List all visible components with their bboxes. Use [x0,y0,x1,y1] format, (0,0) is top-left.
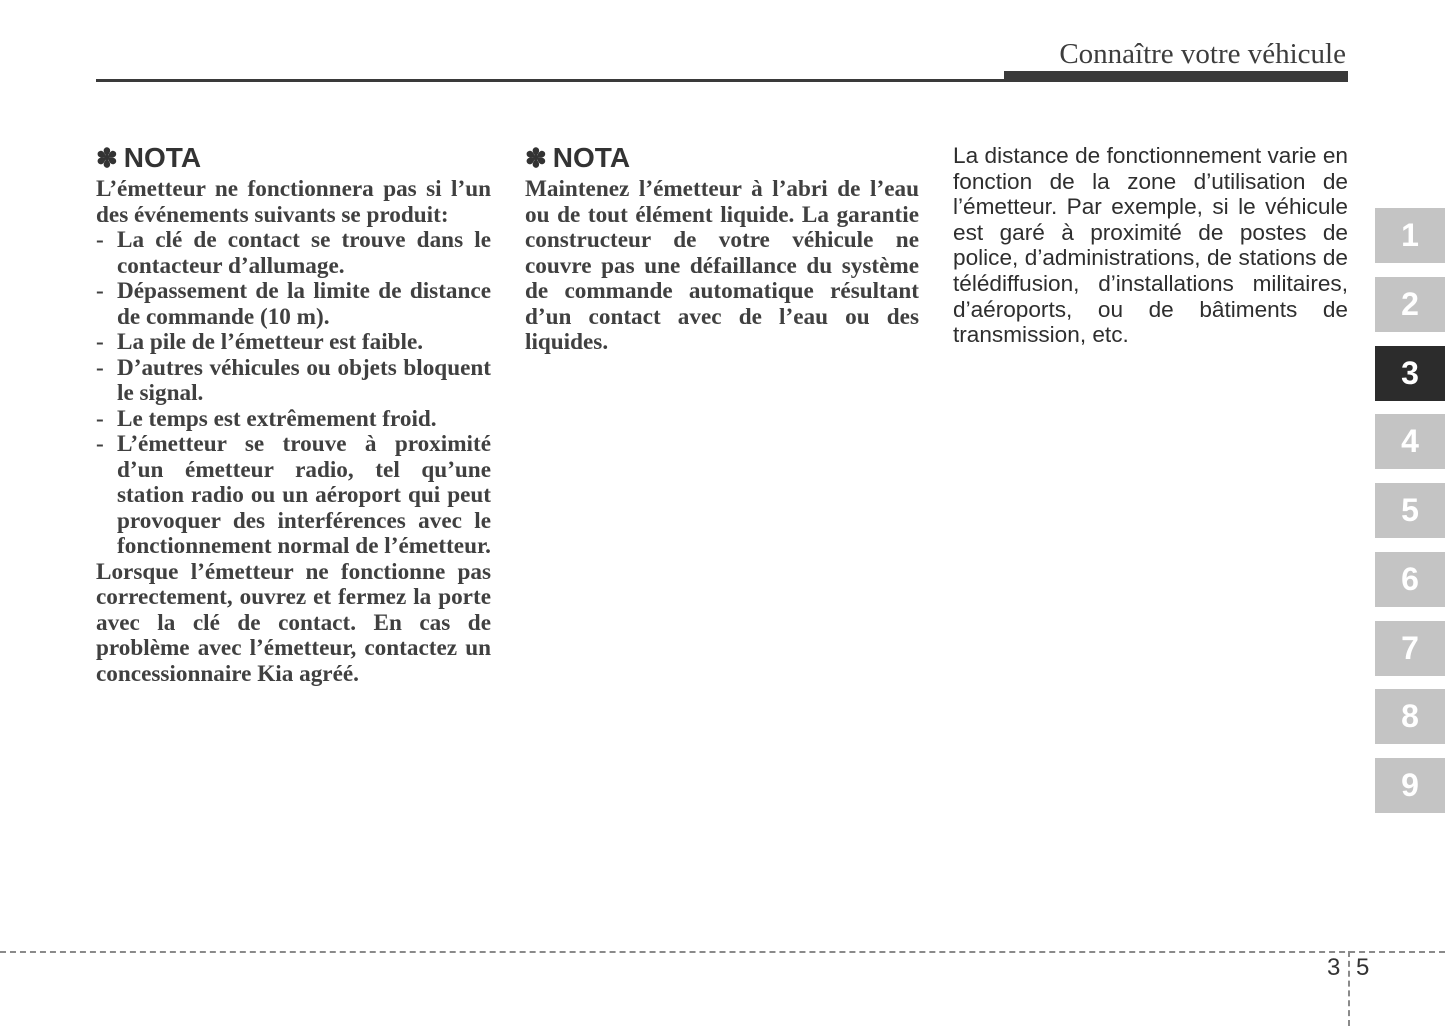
list-item-text: Dépassement de la limite de distance de commande (10 m). [117,278,491,330]
chapter-tab-5[interactable]: 5 [1375,483,1445,538]
chapter-title: Connaître votre véhicule [1059,38,1346,70]
list-item-text: La pile de l’émetteur est faible. [117,329,424,355]
list-item: - Le temps est extrêmement froid. [96,405,437,432]
header-rule-accent [1004,71,1348,82]
chapter-tab-7[interactable]: 7 [1375,621,1445,676]
list-item-text: L’émetteur se trouve à proximité d’un émetteur radio, tel qu’une station radio ou un aéroport qui peut provoquer des interférences avec le fonctionnement normal de l’émetteur. [117,431,491,559]
body-paragraph: La distance de fonctionnement varie en fonction de la zone d’utilisation de l’émetteur. Par exemple, si le véhicule est garé à proximité de postes de police, d’administrations, de stations de télédiffusion, d’installations militaires, d’aéroports, ou de bâtiments de transmission, etc. [953,143,1348,348]
list-item: - La clé de contact se trouve dans le contacteur d’allumage. [96,227,491,279]
asterisk-icon: ✽ [96,143,118,173]
list-item: - La pile de l’émetteur est faible. [96,329,424,355]
nota-column-2 [525,141,919,356]
list-item: - Dépassement de la limite de distance de commande (10 m). [96,278,491,330]
nota-body-2 [525,177,919,356]
text-column-3 [953,143,1348,348]
footer-dashed-divider [1348,951,1350,1026]
footer-dashed-rule [0,951,1445,953]
nota-heading-label: NOTA [123,142,202,173]
nota-outro: Lorsque l’émetteur ne fonctionne pas correctement, ouvrez et fermez la porte avec la clé de contact. En cas de problème avec l’émetteur, contactez un concessionnaire Kia agréé. [96,558,491,687]
chapter-tab-4[interactable]: 4 [1375,414,1445,469]
page-section-number: 3 [1327,954,1341,981]
page-number: 5 [1356,954,1370,981]
nota-heading-2 [525,141,919,175]
chapter-tab-1[interactable]: 1 [1375,208,1445,263]
chapter-tab-3[interactable]: 3 [1375,346,1445,401]
nota-intro: L’émetteur ne fonctionnera pas si l’un des événements suivants se produit: [96,176,491,228]
nota-paragraph: Maintenez l’émetteur à l’abri de l’eau ou de tout élément liquide. La garantie constructeur de votre véhicule ne couvre pas une défaillance du système de commande automatique résultant d’un contact avec de l’eau ou des liquides. [525,176,919,355]
asterisk-icon: ✽ [525,143,547,173]
list-item-text: La clé de contact se trouve dans le contacteur d’allumage. [117,227,491,279]
list-item-text: D’autres véhicules ou objets bloquent le signal. [117,354,491,406]
chapter-tab-2[interactable]: 2 [1375,277,1445,332]
condition-list [96,228,491,560]
list-item: - D’autres véhicules ou objets bloquent le signal. [96,354,491,406]
nota-column-1 [96,141,491,687]
nota-heading-1 [96,141,491,175]
chapter-tab-8[interactable]: 8 [1375,689,1445,744]
list-item: - L’émetteur se trouve à proximité d’un émetteur radio, tel qu’une station radio ou un aéroport qui peut provoquer des interférences avec le fonctionnement normal de l’émetteur. [96,431,491,559]
chapter-tab-6[interactable]: 6 [1375,552,1445,607]
nota-heading-label: NOTA [552,142,631,173]
nota-body-1 [96,177,491,687]
list-item-text: Le temps est extrêmement froid. [117,405,437,432]
chapter-tab-9[interactable]: 9 [1375,758,1445,813]
